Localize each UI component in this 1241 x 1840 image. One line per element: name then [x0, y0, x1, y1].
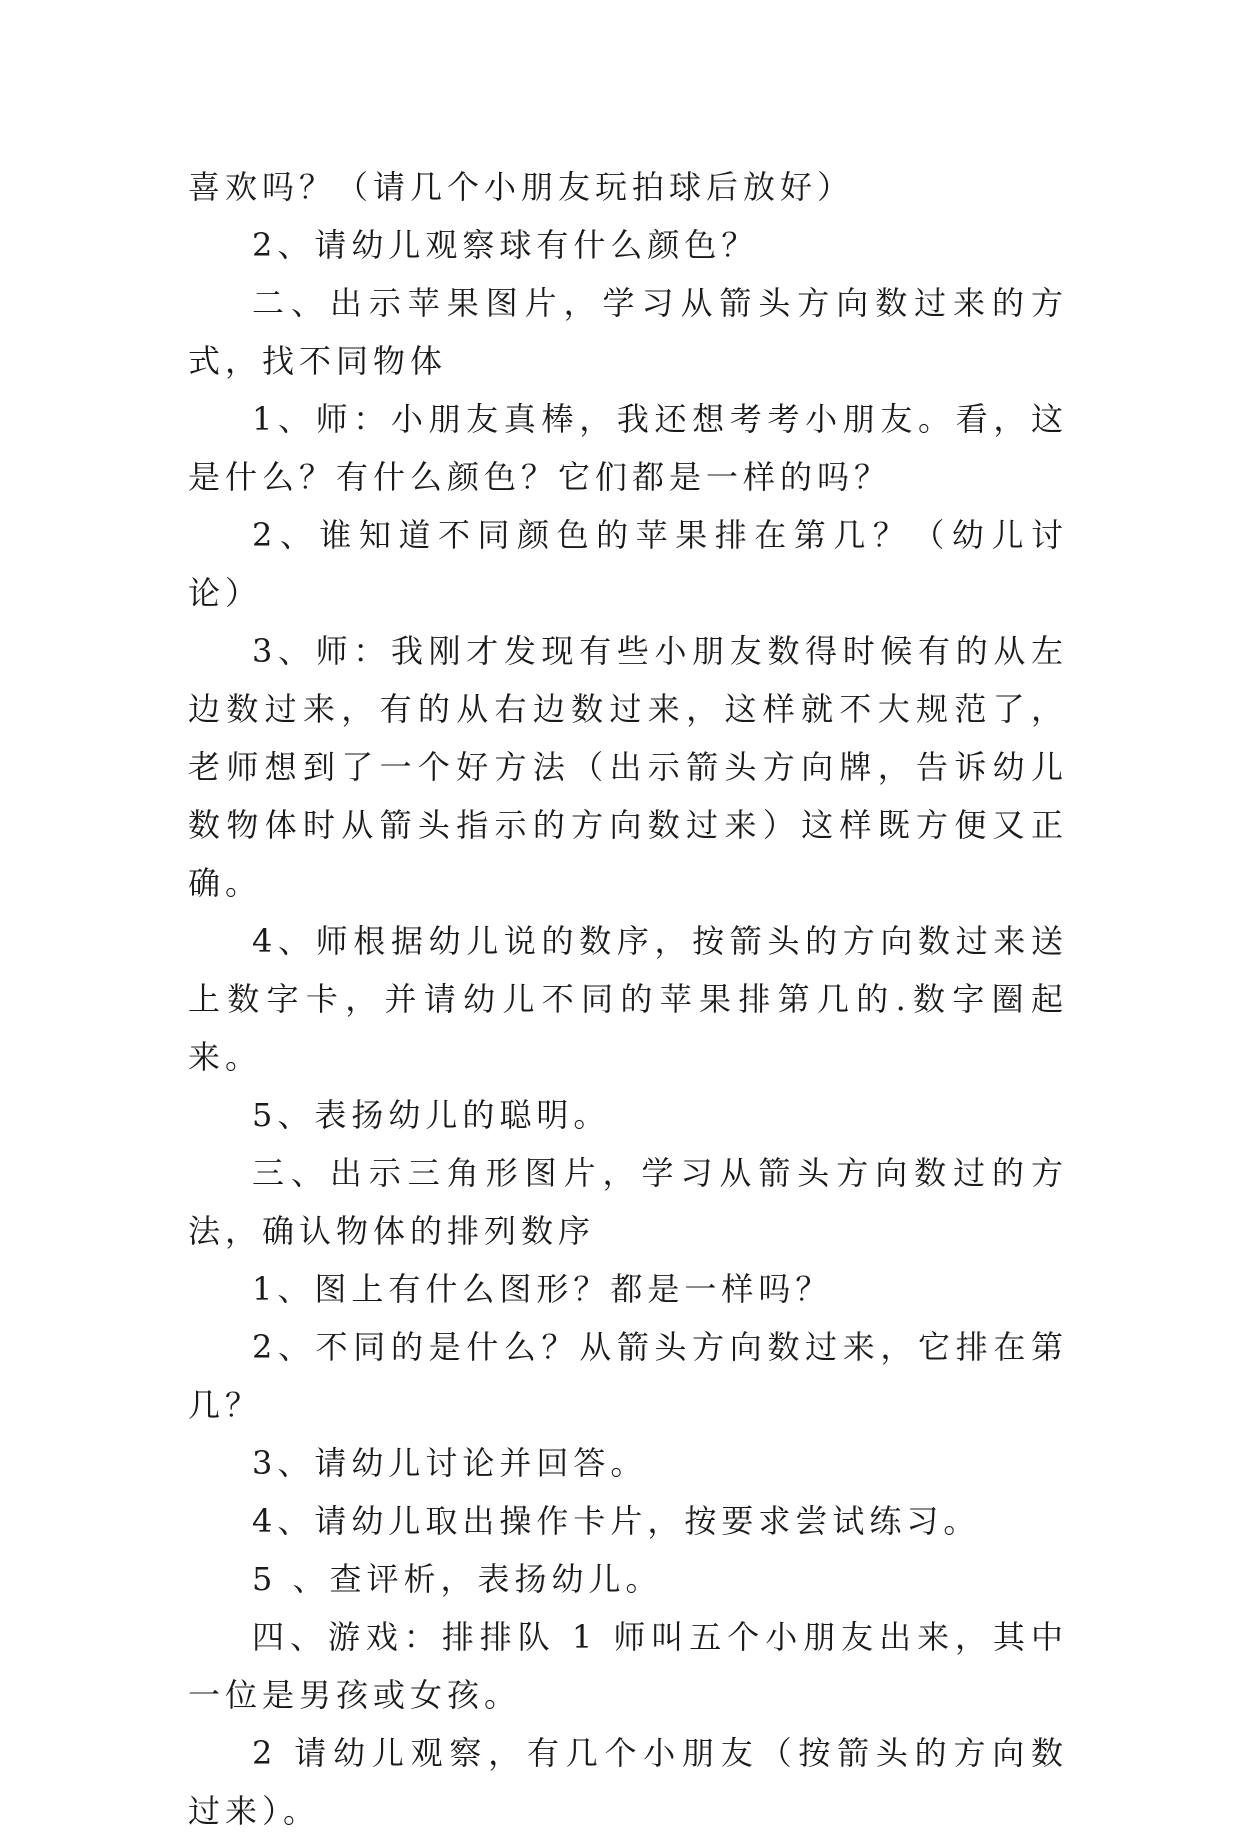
paragraph-5: 2、谁知道不同颜色的苹果排在第几？（幼儿讨论） [188, 516, 1068, 612]
section-heading-2: 二、出示苹果图片，学习从箭头方向数过来的方式，找不同物体 [188, 284, 1068, 380]
paragraph-12: 3、请幼儿讨论并回答。 [252, 1444, 648, 1482]
paragraph-10: 1、图上有什么图形？都是一样吗？ [252, 1270, 833, 1308]
paragraph-16: 2 请幼儿观察，有几个小朋友（按箭头的方向数过来）。 [188, 1734, 1068, 1830]
section-heading-4: 四、游戏：排排队 1 师叫五个小朋友出来，其中一位是男孩或女孩。 [188, 1618, 1068, 1714]
paragraph-8: 5、表扬幼儿的聪明。 [252, 1096, 611, 1134]
section-heading-3: 三、出示三角形图片，学习从箭头方向数过的方法，确认物体的排列数序 [188, 1154, 1068, 1250]
paragraph-13: 4、请幼儿取出操作卡片，按要求尝试练习。 [252, 1502, 981, 1540]
paragraph-2: 2、请幼儿观察球有什么颜色？ [252, 226, 759, 264]
paragraph-6: 3、师：我刚才发现有些小朋友数得时候有的从左边数过来，有的从右边数过来，这样就不大规范了，老师想到了一个好方法（出示箭头方向牌，告诉幼儿数物体时从箭头指示的方向数过来）这样既方便又正确。 [188, 632, 1068, 902]
paragraph-14: 5 、查评析，表扬幼儿。 [252, 1560, 663, 1598]
paragraph-4: 1、师：小朋友真棒，我还想考考小朋友。看，这是什么？有什么颜色？它们都是一样的吗？ [188, 400, 1068, 496]
paragraph-11: 2、不同的是什么？从箭头方向数过来，它排在第几？ [188, 1328, 1068, 1424]
paragraph-7: 4、师根据幼儿说的数序，按箭头的方向数过来送上数字卡，并请幼儿不同的苹果排第几的.数字圈起来。 [188, 922, 1068, 1076]
document-body [188, 158, 1068, 1840]
paragraph-1: 喜欢吗？（请几个小朋友玩拍球后放好） [188, 168, 855, 206]
